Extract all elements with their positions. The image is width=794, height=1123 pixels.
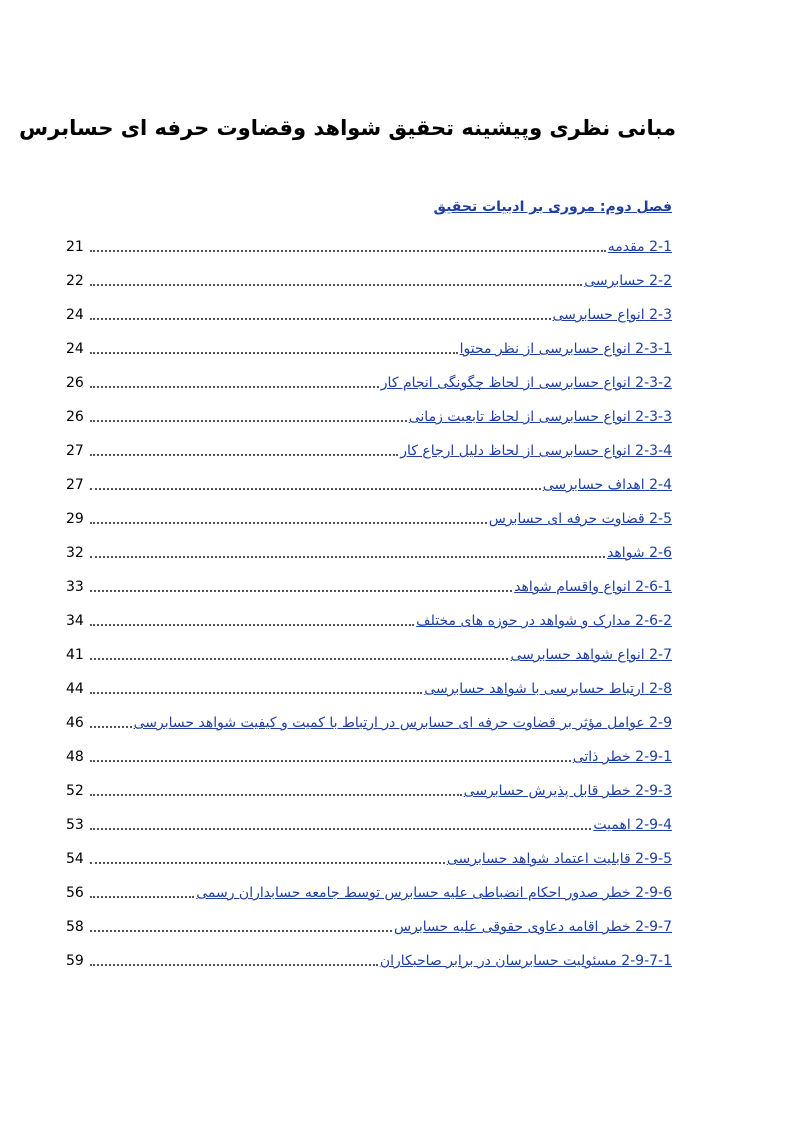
toc-entry-link[interactable]: [380, 951, 672, 971]
dot-leader: [90, 522, 487, 524]
toc-entry-title: عوامل مؤثر بر قضاوت حرفه ای حسابرس در ارتباط با کمیت و کیفیت شواهد حسابرسی: [133, 715, 645, 731]
toc-entry-link[interactable]: [196, 883, 672, 903]
toc-entry: [66, 263, 672, 291]
dot-leader: [90, 862, 445, 864]
toc-entry: [66, 331, 672, 359]
toc-page-number: 56: [66, 885, 84, 901]
dot-leader: [90, 658, 508, 660]
toc-row: [66, 807, 672, 841]
toc-entry: [66, 603, 672, 631]
dot-leader: [90, 284, 582, 286]
dot-leader: [90, 930, 392, 932]
toc-page-number: 59: [66, 953, 84, 969]
toc-entry-number: 2-3-4: [635, 443, 672, 459]
toc-entry: [66, 909, 672, 937]
toc-entry: [66, 229, 672, 257]
toc-row: [66, 365, 672, 399]
toc-entry-number: 2-2: [649, 273, 672, 289]
toc-entry-title: شواهد: [607, 545, 645, 561]
toc-entry: [66, 501, 672, 529]
toc-entry: [66, 535, 672, 563]
toc-page-number: 41: [66, 647, 84, 663]
toc-entry-link[interactable]: [416, 611, 672, 631]
toc-entry-number: 2-9-7: [635, 919, 672, 935]
toc-entry-title: مدارک و شواهد در حوزه های مختلف: [416, 613, 631, 629]
toc-entry: [66, 671, 672, 699]
dot-leader: [90, 692, 422, 694]
toc-entry-title: انواع حسابرسی از لحاظ تابعیت زمانی: [408, 409, 631, 425]
toc-page-number: 54: [66, 851, 84, 867]
toc-entry-title: مقدمه: [607, 239, 645, 255]
toc-entry: [66, 841, 672, 869]
toc-row: [66, 603, 672, 637]
toc-row: [66, 671, 672, 705]
toc-row: [66, 739, 672, 773]
toc-entry-link[interactable]: [607, 543, 672, 563]
toc-entry-number: 2-9-4: [635, 817, 672, 833]
toc-page-number: 44: [66, 681, 84, 697]
toc-entry-number: 2-7: [649, 647, 672, 663]
toc-row: [66, 773, 672, 807]
toc-entry-title: انواع حسابرسی از لحاظ چگونگی انجام کار: [380, 375, 631, 391]
toc-entry: [66, 773, 672, 801]
toc-entry-number: 2-8: [649, 681, 672, 697]
toc-entry-link[interactable]: [593, 815, 672, 835]
dot-leader: [90, 488, 541, 490]
toc-entry-number: 2-9-5: [635, 851, 672, 867]
toc-page-number: 26: [66, 375, 84, 391]
toc-entry-number: 2-9: [649, 715, 672, 731]
toc-row: [66, 841, 672, 875]
toc-entry-number: 2-3-3: [635, 409, 672, 425]
toc-entry-title: قضاوت حرفه ای حسابرس: [488, 511, 645, 527]
toc-entry: [66, 637, 672, 665]
toc-row: [66, 399, 672, 433]
toc-page-number: 53: [66, 817, 84, 833]
toc-entry: [66, 433, 672, 461]
toc-row: [66, 501, 672, 535]
dot-leader: [90, 896, 194, 898]
toc-entry-link[interactable]: [394, 917, 672, 937]
dot-leader: [90, 420, 407, 422]
chapter-heading-link[interactable]: فصل دوم: مروری بر ادبیات تحقیق: [433, 199, 672, 215]
dot-leader: [90, 318, 551, 320]
toc-entry: [66, 875, 672, 903]
toc-page-number: 27: [66, 443, 84, 459]
toc-row: [66, 297, 672, 331]
dot-leader: [90, 556, 605, 558]
toc-entry-title: ارتباط حسابرسی با شواهد حسابرسی: [424, 681, 645, 697]
dot-leader: [90, 250, 606, 252]
toc-entry: [66, 569, 672, 597]
toc-page-number: 24: [66, 307, 84, 323]
toc-entry-number: 2-1: [649, 239, 672, 255]
dot-leader: [90, 726, 132, 728]
toc-row: [66, 229, 672, 263]
toc-page-number: 46: [66, 715, 84, 731]
toc-row: [66, 331, 672, 365]
toc-page-number: 24: [66, 341, 84, 357]
dot-leader: [90, 386, 379, 388]
toc-entry-number: 2-3: [649, 307, 672, 323]
toc-page-number: 52: [66, 783, 84, 799]
toc-entry-number: 2-9-6: [635, 885, 672, 901]
toc-entry-number: 2-4: [649, 477, 672, 493]
toc-row: [66, 909, 672, 943]
toc-entry-title: انواع حسابرسی از نظر محتوا: [459, 341, 631, 357]
toc-page-number: 27: [66, 477, 84, 493]
toc-entry-link[interactable]: [608, 237, 672, 257]
toc-page-number: 33: [66, 579, 84, 595]
toc-entry-number: 2-9-7-1: [621, 953, 672, 969]
toc-row: [66, 637, 672, 671]
dot-leader: [90, 624, 414, 626]
document-title: مبانی نظری وپیشینه تحقیق شواهد وقضاوت حرفه ای حسابرس: [19, 116, 676, 140]
toc-entry-link[interactable]: [584, 271, 672, 291]
toc-page-number: 26: [66, 409, 84, 425]
toc-entry-number: 2-9-3: [635, 783, 672, 799]
toc-entry-title: خطر صدور احکام انضباطی علیه حسابرس توسط جامعه حسابداران رسمی: [196, 885, 631, 901]
toc-entry-link[interactable]: [543, 475, 672, 495]
table-of-contents: [66, 229, 672, 977]
dot-leader: [90, 760, 571, 762]
toc-entry-link[interactable]: [447, 849, 672, 869]
toc-page-number: 58: [66, 919, 84, 935]
toc-page-number: 29: [66, 511, 84, 527]
toc-entry-link[interactable]: [489, 509, 672, 529]
toc-page-number: 32: [66, 545, 84, 561]
toc-entry-number: 2-3-1: [635, 341, 672, 357]
toc-entry-link[interactable]: [460, 339, 672, 359]
toc-row: [66, 535, 672, 569]
toc-row: [66, 705, 672, 739]
dot-leader: [90, 964, 378, 966]
toc-entry-link[interactable]: [464, 781, 672, 801]
toc-entry: [66, 739, 672, 767]
toc-entry-number: 2-6: [649, 545, 672, 561]
dot-leader: [90, 454, 398, 456]
toc-entry-title: خطر قابل پذیرش حسابرسی: [463, 783, 631, 799]
toc-row: [66, 875, 672, 909]
toc-entry-link[interactable]: [409, 407, 672, 427]
toc-row: [66, 467, 672, 501]
toc-entry-link[interactable]: [553, 305, 672, 325]
toc-entry-title: خطر اقامه دعاوی حقوقی علیه حسابرس: [394, 919, 631, 935]
toc-entry-title: انواع حسابرسی از لحاظ دلیل ارجاع کار: [400, 443, 631, 459]
toc-entry-link[interactable]: [573, 747, 672, 767]
toc-entry-link[interactable]: [510, 645, 672, 665]
toc-entry-number: 2-6-2: [635, 613, 672, 629]
toc-entry-link[interactable]: [134, 713, 672, 733]
toc-entry: [66, 705, 672, 733]
toc-entry: [66, 365, 672, 393]
toc-page-number: 48: [66, 749, 84, 765]
toc-entry-title: انواع حسابرسی: [552, 307, 645, 323]
dot-leader: [90, 828, 591, 830]
toc-entry-number: 2-3-2: [635, 375, 672, 391]
toc-entry-number: 2-6-1: [635, 579, 672, 595]
toc-page-number: 22: [66, 273, 84, 289]
dot-leader: [90, 794, 462, 796]
toc-entry-title: اهمیت: [593, 817, 631, 833]
toc-entry-title: انواع شواهد حسابرسی: [510, 647, 645, 663]
toc-entry-link[interactable]: [424, 679, 672, 699]
toc-entry-number: 2-5: [649, 511, 672, 527]
toc-entry-number: 2-9-1: [635, 749, 672, 765]
toc-entry-title: حسابرسی: [584, 273, 645, 289]
toc-entry: [66, 297, 672, 325]
toc-entry: [66, 399, 672, 427]
toc-entry-title: قابلیت اعتماد شواهد حسابرسی: [446, 851, 631, 867]
toc-entry: [66, 807, 672, 835]
toc-page-number: 21: [66, 239, 84, 255]
dot-leader: [90, 590, 512, 592]
dot-leader: [90, 352, 458, 354]
toc-entry-link[interactable]: [400, 441, 672, 461]
toc-page-number: 34: [66, 613, 84, 629]
toc-entry-title: مسئولیت حسابرسان در برابر صاحبکاران: [379, 953, 617, 969]
toc-row: [66, 569, 672, 603]
toc-entry-title: انواع واقسام شواهد: [514, 579, 631, 595]
toc-entry: [66, 467, 672, 495]
toc-entry: [66, 943, 672, 971]
toc-row: [66, 263, 672, 297]
toc-entry-title: اهداف حسابرسی: [542, 477, 645, 493]
toc-entry-link[interactable]: [514, 577, 672, 597]
toc-entry-title: خطر ذاتی: [572, 749, 631, 765]
toc-row: [66, 433, 672, 467]
toc-entry-link[interactable]: [381, 373, 672, 393]
toc-row: [66, 943, 672, 977]
